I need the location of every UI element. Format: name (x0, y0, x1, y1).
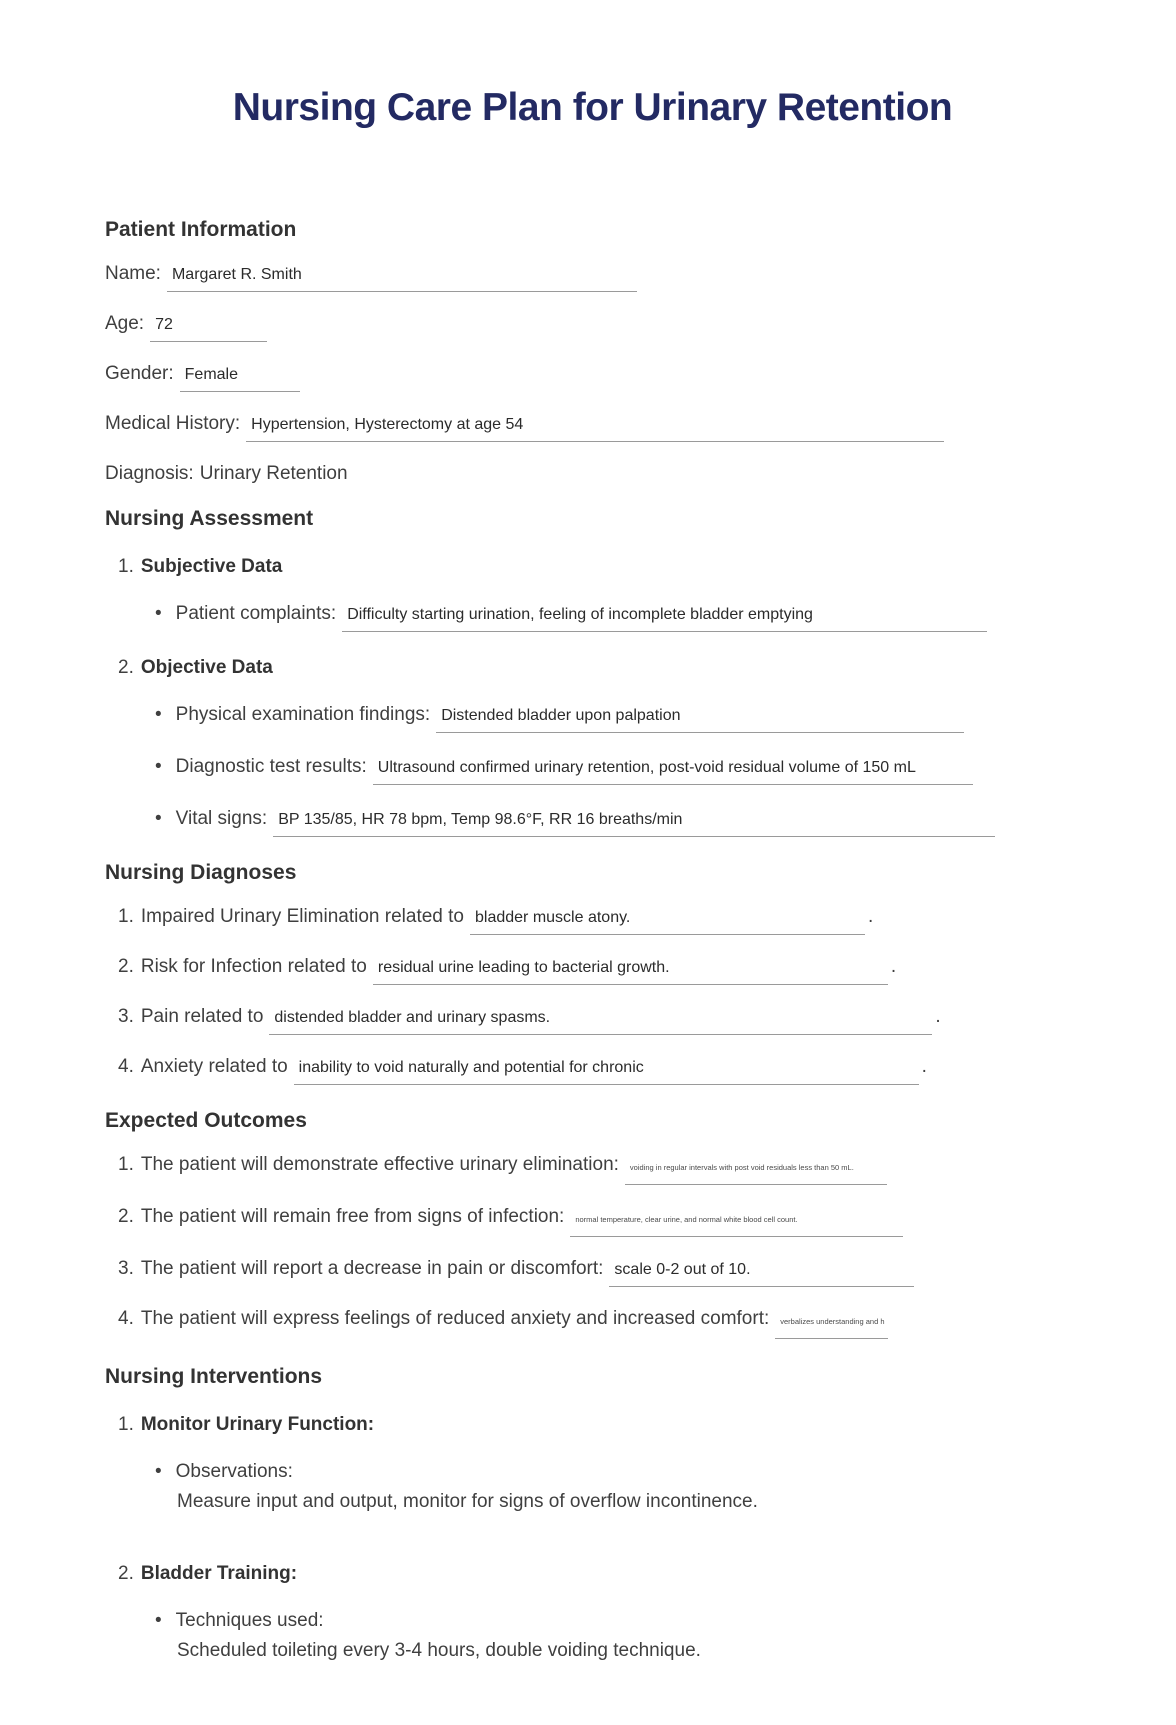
objective-data-heading (105, 654, 1080, 681)
outcome-1-fill-line (625, 1151, 887, 1185)
bullet-icon: • (155, 808, 162, 829)
bullet-icon: • (155, 704, 162, 725)
diagnosis-3-stem: Pain related to (140, 1006, 264, 1027)
diagnosis-1-period: . (868, 906, 874, 927)
intervention-2-title: Bladder Training: (140, 1563, 298, 1584)
field-row-gender (105, 360, 1080, 392)
outcome-3-stem: The patient will report a decrease in pain or discomfort: (140, 1258, 604, 1279)
heading-nursing-interventions: Nursing Interventions (105, 1365, 323, 1388)
objective-data-number: 2. (118, 657, 134, 678)
diagnosis-4-fill-line (294, 1053, 919, 1085)
diagnosis-item-1 (105, 903, 1080, 935)
diagnostic-results-label: Diagnostic test results: (175, 756, 367, 777)
diagnosis-value: Urinary Retention (199, 463, 348, 484)
medical-history-value: Hypertension, Hysterectomy at age 54 (251, 416, 524, 433)
intervention-2-number: 2. (118, 1563, 134, 1584)
outcome-1-stem: The patient will demonstrate effective urinary elimination: (140, 1154, 619, 1175)
medical-history-label: Medical History: (105, 413, 241, 434)
field-row-medical-history (105, 410, 1080, 442)
vital-signs-row (105, 805, 1080, 837)
subjective-data-number: 1. (118, 556, 134, 577)
diagnosis-3-fill-line (269, 1003, 932, 1035)
diagnosis-item-2 (105, 953, 1080, 985)
outcome-1-value: voiding in regular intervals with post void residuals less than 50 mL. (629, 1163, 854, 1172)
outcome-2-fill-line (570, 1203, 903, 1237)
document-title: Nursing Care Plan for Urinary Retention (232, 86, 953, 129)
intervention-1-title: Monitor Urinary Function: (140, 1414, 375, 1435)
physical-exam-row (105, 701, 1080, 733)
diagnosis-2-value: residual urine leading to bacterial growth. (377, 959, 670, 976)
gender-fill-line (180, 360, 300, 392)
intervention-1-number: 1. (118, 1414, 134, 1435)
outcome-item-1 (105, 1151, 1080, 1185)
diagnostic-results-value: Ultrasound confirmed urinary retention, post-void residual volume of 150 mL (377, 759, 916, 776)
age-value: 72 (155, 316, 173, 333)
diagnosis-4-period: . (921, 1056, 927, 1077)
physical-exam-fill-line (436, 701, 964, 733)
diagnosis-4-stem: Anxiety related to (140, 1056, 288, 1077)
outcome-4-value: verbalizes understanding and h (780, 1317, 885, 1326)
diagnostic-results-fill-line (373, 753, 973, 785)
outcome-4-stem: The patient will express feelings of reduced anxiety and increased comfort: (140, 1308, 770, 1329)
field-row-name (105, 260, 1080, 292)
observations-text: Measure input and output, monitor for signs of overflow incontinence. (177, 1491, 758, 1512)
bullet-icon: • (155, 756, 162, 777)
diagnosis-4-value: inability to void naturally and potential for chronic (298, 1059, 644, 1076)
techniques-text: Scheduled toileting every 3-4 hours, double voiding technique. (177, 1640, 701, 1661)
patient-complaints-fill-line (342, 600, 987, 632)
diagnosis-1-value: bladder muscle atony. (475, 909, 631, 926)
outcome-item-4 (105, 1305, 1080, 1339)
techniques-label: Techniques used: (175, 1610, 324, 1631)
outcome-3-number: 3. (118, 1258, 134, 1279)
subjective-data-title: Subjective Data (140, 556, 283, 577)
outcome-3-fill-line (609, 1255, 914, 1287)
outcome-4-number: 4. (118, 1308, 134, 1329)
gender-label: Gender: (105, 363, 174, 384)
patient-complaints-row (105, 600, 1080, 632)
bullet-icon: • (155, 603, 162, 624)
bullet-icon: • (155, 1610, 162, 1631)
age-fill-line (150, 310, 267, 342)
vital-signs-fill-line (273, 805, 995, 837)
observations-label: Observations: (175, 1461, 293, 1482)
diagnosis-2-stem: Risk for Infection related to (140, 956, 367, 977)
vital-signs-value: BP 135/85, HR 78 bpm, Temp 98.6°F, RR 16 breaths/min (278, 811, 683, 828)
outcome-4-fill-line (775, 1305, 888, 1339)
gender-value: Female (184, 366, 239, 383)
diagnosis-2-number: 2. (118, 956, 134, 977)
subjective-data-heading (105, 553, 1080, 580)
diagnosis-2-period: . (890, 956, 897, 977)
outcome-2-stem: The patient will remain free from signs of infection: (140, 1206, 565, 1227)
field-row-diagnosis (105, 460, 1080, 487)
intervention-2-heading (105, 1560, 1080, 1587)
medical-history-fill-line (246, 410, 944, 442)
outcome-3-value: scale 0-2 out of 10. (614, 1261, 751, 1278)
diagnosis-item-4 (105, 1053, 1080, 1085)
diagnosis-label: Diagnosis: (105, 463, 194, 484)
diagnosis-2-fill-line (373, 953, 888, 985)
patient-complaints-label: Patient complaints: (175, 603, 337, 624)
name-fill-line (167, 260, 637, 292)
physical-exam-label: Physical examination findings: (175, 704, 431, 725)
heading-nursing-assessment: Nursing Assessment (105, 507, 314, 530)
objective-data-title: Objective Data (140, 657, 273, 678)
vital-signs-label: Vital signs: (175, 808, 268, 829)
name-value: Margaret R. Smith (171, 266, 302, 283)
diagnosis-1-stem: Impaired Urinary Elimination related to (140, 906, 464, 927)
name-label: Name: (105, 263, 161, 284)
heading-patient-information: Patient Information (105, 218, 297, 241)
patient-complaints-value: Difficulty starting urination, feeling of incomplete bladder emptying (347, 606, 813, 623)
observations-row (105, 1458, 1080, 1485)
diagnosis-3-period: . (935, 1006, 941, 1027)
intervention-1-detail (105, 1458, 1080, 1516)
physical-exam-value: Distended bladder upon palpation (441, 707, 681, 724)
diagnosis-3-value: distended bladder and urinary spasms. (274, 1009, 551, 1026)
outcome-1-number: 1. (118, 1154, 134, 1175)
bullet-icon: • (155, 1461, 162, 1482)
intervention-1-heading (105, 1411, 1080, 1438)
diagnosis-1-number: 1. (118, 906, 134, 927)
outcome-2-value: normal temperature, clear urine, and normal white blood cell count. (575, 1215, 798, 1224)
intervention-2-detail (105, 1607, 1080, 1665)
age-label: Age: (105, 313, 145, 334)
diagnosis-4-number: 4. (118, 1056, 134, 1077)
diagnostic-results-row (105, 753, 1080, 785)
heading-nursing-diagnoses: Nursing Diagnoses (105, 861, 297, 884)
field-row-age (105, 310, 1080, 342)
outcome-item-2 (105, 1203, 1080, 1237)
diagnosis-1-fill-line (470, 903, 865, 935)
diagnosis-3-number: 3. (118, 1006, 134, 1027)
outcome-item-3 (105, 1255, 1080, 1287)
outcome-2-number: 2. (118, 1206, 134, 1227)
heading-expected-outcomes: Expected Outcomes (105, 1109, 307, 1132)
diagnosis-item-3 (105, 1003, 1080, 1035)
